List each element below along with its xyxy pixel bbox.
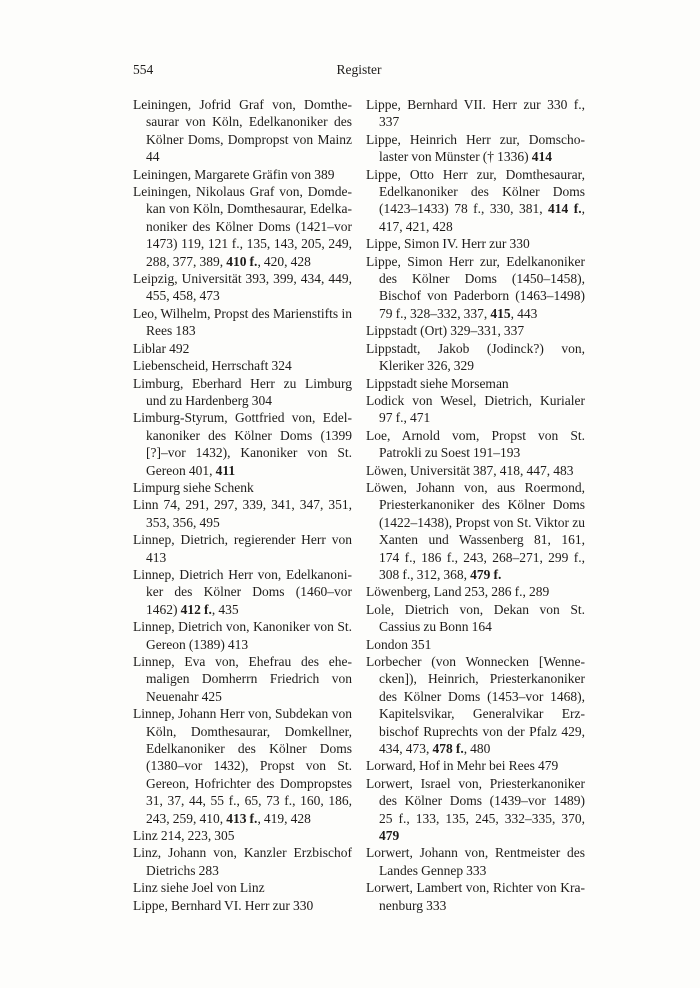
entry-text: Leipzig, Universität 393, 399, 434, 449, 455, 458, 473 <box>133 271 352 304</box>
entry-text: Loe, Arnold vom, Propst von St. Patrokli zu Soest 191–193 <box>366 427 585 461</box>
entry-text: Lippe, Heinrich Herr zur, Domscholaster von Münster († 1336) <box>366 131 585 165</box>
index-entry <box>366 131 585 166</box>
entry-text: Leo, Wilhelm, Propst des Marienstifts in Rees 183 <box>133 305 352 339</box>
index-entry <box>133 844 352 879</box>
entry-text: Lorwert, Lambert von, Richter von Kranenburg 333 <box>366 880 585 913</box>
entry-text: Linnep, Dietrich, regierender Herr von 413 <box>133 532 352 565</box>
index-entry <box>366 653 585 757</box>
index-entry <box>133 618 352 653</box>
bold-page-reference: 478 f. <box>432 741 464 757</box>
entry-text: , 417, 421, 428 <box>379 201 586 234</box>
entry-text: Lippe, Bernhard VI. Herr zur 330 <box>133 897 314 913</box>
entry-text: Lorwert, Israel von, Priesterkanoniker des Kölner Doms (1439–vor 1489) 25 f., 133, 135, 245, 332–335, 370, <box>366 775 585 826</box>
index-entry <box>133 183 352 270</box>
index-entry <box>133 879 352 896</box>
bold-page-reference: 414 <box>531 149 552 165</box>
entry-text: , 419, 428 <box>257 810 311 826</box>
index-entry <box>366 96 585 131</box>
bold-page-reference: 479 f. <box>470 566 502 582</box>
entry-text: Linnep, Eva von, Ehefrau des ehemaligen Domherrn Friedrich von Neuenahr 425 <box>133 654 352 704</box>
index-entry <box>366 583 585 600</box>
entry-text: Lole, Dietrich von, Dekan von St. Cassius zu Bonn 164 <box>366 601 585 635</box>
index-entry <box>133 270 352 305</box>
entry-text: Linz, Johann von, Kanzler Erzbischof Dietrichs 283 <box>133 845 352 878</box>
left-column <box>133 96 352 914</box>
entry-text: Limpurg siehe Schenk <box>133 479 254 495</box>
bold-page-reference: 410 f. <box>226 253 258 269</box>
index-entry <box>133 357 352 374</box>
entry-text: Limburg, Eberhard Herr zu Limburg und zu Hardenberg 304 <box>133 375 352 408</box>
entry-text: Linz 214, 223, 305 <box>133 828 235 844</box>
index-entry <box>133 566 352 618</box>
entry-text: Lippstadt (Ort) 329–331, 337 <box>366 323 525 339</box>
index-entry <box>366 844 585 879</box>
bold-page-reference: 413 f. <box>226 810 258 826</box>
index-entry <box>133 96 352 166</box>
index-entry <box>133 479 352 496</box>
index-entry <box>366 879 585 914</box>
entry-text: Lippstadt siehe Morseman <box>366 375 509 391</box>
index-entry <box>133 340 352 357</box>
entry-text: Lippe, Bernhard VII. Herr zur 330 f., 337 <box>366 97 585 130</box>
entry-text: London 351 <box>366 636 432 652</box>
entry-text: Liebenscheid, Herrschaft 324 <box>133 358 292 374</box>
entry-text: Löwenberg, Land 253, 286 f., 289 <box>366 584 550 600</box>
index-entry <box>366 636 585 653</box>
entry-text: Linnep, Dietrich Herr von, Edelkanoniker des Kölner Doms (1460–vor 1462) <box>133 566 352 617</box>
index-entry <box>133 409 352 479</box>
index-entry <box>366 322 585 339</box>
entry-text: Linn 74, 291, 297, 339, 341, 347, 351, 353, 356, 495 <box>133 497 352 530</box>
entry-text: Löwen, Johann von, aus Roermond, Priesterkanoniker des Kölner Doms (1422–1438), Propst von St. Viktor zu Xanten und Wassenberg 81, 161, 174 f., 186 f., 243, 268–271, 299 f., 308 f., 312, 368, <box>366 479 585 582</box>
entry-text: Leiningen, Nikolaus Graf von, Domdekan von Köln, Domthesaurar, Edelkanoniker des Kölner Doms (1421–vor 1473) 119, 121 f., 135, 143, 205, 249, 288, 377, 389, <box>133 184 352 269</box>
running-title: Register <box>336 62 382 77</box>
index-entry <box>366 479 585 583</box>
index-entry <box>133 496 352 531</box>
entry-text: Leiningen, Margarete Gräfin von 389 <box>133 166 335 182</box>
index-entry <box>133 653 352 705</box>
index-entry <box>133 305 352 340</box>
entry-text: Lippe, Simon IV. Herr zur 330 <box>366 236 530 252</box>
index-entry <box>366 253 585 323</box>
entry-text: Linnep, Dietrich von, Kanoniker von St. Gereon (1389) 413 <box>133 619 352 652</box>
entry-text: Lorward, Hof in Mehr bei Rees 479 <box>366 758 559 774</box>
index-entry <box>133 705 352 827</box>
entry-text: Lippe, Otto Herr zur, Domthesaurar, Edelkanoniker des Kölner Doms (1423–1433) 78 f., 330, 381, <box>366 166 585 217</box>
entry-text: Lorwert, Johann von, Rentmeister des Landes Gennep 333 <box>366 845 585 878</box>
entry-text: Limburg-Styrum, Gottfried von, Edelkanoniker des Kölner Doms (1399 [?]–vor 1432), Kanoniker von St. Gereon 401, <box>133 410 352 478</box>
index-entry <box>366 775 585 845</box>
entry-text: , 420, 428 <box>257 253 311 269</box>
index-entry <box>133 375 352 410</box>
page-header <box>133 61 585 79</box>
entry-text: , 435 <box>211 601 239 617</box>
index-entry <box>366 757 585 774</box>
entry-text: , 480 <box>463 741 491 757</box>
entry-text: Liblar 492 <box>133 340 190 356</box>
page-number: 554 <box>133 62 154 77</box>
index-entry <box>366 166 585 236</box>
index-entry <box>366 375 585 392</box>
index-entry <box>133 166 352 183</box>
entry-text: Lorbecher (von Wonnecken [Wennecken]), Heinrich, Priesterkanoniker des Kölner Doms (1453–vor 1468), Kapitelsvikar, Generalvikar Erzbischof Ruprechts von der Pfalz 429, 434, 473, <box>366 654 585 757</box>
index-entry <box>133 531 352 566</box>
entry-text: Leiningen, Jofrid Graf von, Domthesaurar von Köln, Edelkanoniker des Kölner Doms, Dompropst von Mainz 44 <box>133 97 352 165</box>
index-entry <box>366 427 585 462</box>
index-entry <box>366 392 585 427</box>
entry-text: Lippe, Simon Herr zur, Edelkanoniker des Kölner Doms (1450–1458), Bischof von Paderborn (1463–1498) 79 f., 328–332, 337, <box>366 253 585 321</box>
bold-page-reference: 411 <box>215 462 236 478</box>
entry-text: Lodick von Wesel, Dietrich, Kurialer 97 f., 471 <box>366 392 585 426</box>
bold-page-reference: 415 <box>490 305 511 321</box>
index-entry <box>133 827 352 844</box>
right-column <box>366 96 585 914</box>
index-entry <box>366 462 585 479</box>
index-entry <box>366 601 585 636</box>
bold-page-reference: 479 <box>379 828 400 844</box>
index-entry <box>133 897 352 914</box>
index-entry <box>366 235 585 252</box>
entry-text: , 443 <box>510 305 538 321</box>
index-columns <box>133 96 585 914</box>
entry-text: Löwen, Universität 387, 418, 447, 483 <box>366 462 574 478</box>
bold-page-reference: 412 f. <box>180 601 212 617</box>
entry-text: Linnep, Johann Herr von, Subdekan von Köln, Domthesaurar, Domkellner, Edelkanoniker des Kölner Doms (1380–vor 1432), Propst von St. Gereon, Hofrichter des Dompropstes 31, 37, 44, 55 f., 65, 73 f., 160, 186, 243, 259, 410, <box>133 706 352 826</box>
index-entry <box>366 340 585 375</box>
entry-text: Lippstadt, Jakob (Jodinck?) von, Kleriker 326, 329 <box>366 340 585 374</box>
entry-text: Linz siehe Joel von Linz <box>133 880 265 896</box>
bold-page-reference: 414 f. <box>548 201 582 217</box>
